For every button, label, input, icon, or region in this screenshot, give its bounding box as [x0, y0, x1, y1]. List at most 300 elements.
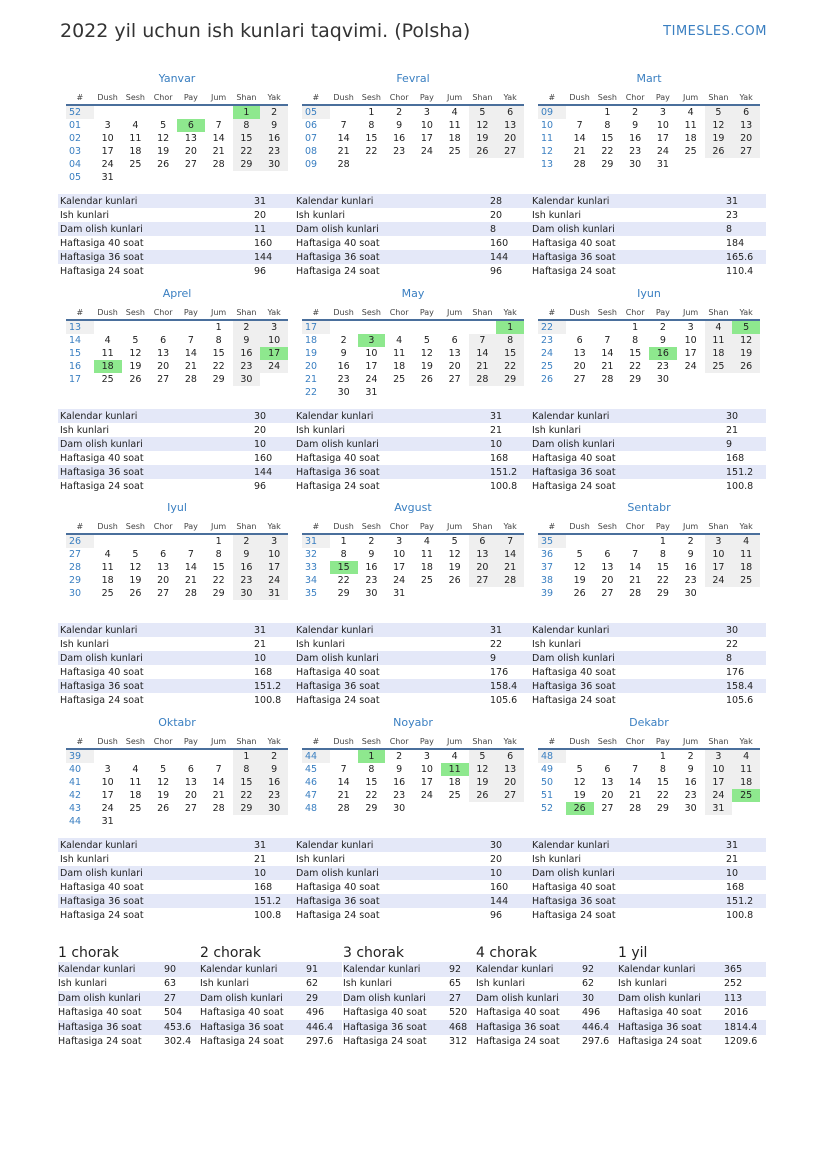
empty-cell	[469, 386, 497, 399]
weekday-header: Sesh	[358, 520, 386, 534]
stat-label: Haftasiga 40 soat	[343, 1007, 427, 1019]
week-row	[538, 360, 760, 373]
stat-label: Dam olish kunlari	[476, 991, 582, 1006]
weekday-header: Chor	[385, 91, 413, 105]
empty-cell	[705, 158, 733, 171]
day-cell: 12	[705, 119, 733, 132]
stat-label: Kalendar kunlari	[58, 838, 252, 852]
stat-label: Haftasiga 40 soat	[60, 452, 144, 464]
day-cell: 23	[260, 789, 288, 802]
stat-value: 113	[724, 991, 766, 1006]
quarter-stats	[58, 962, 200, 1049]
stat-label: Haftasiga 36 soat	[58, 1020, 164, 1035]
day-cell: 21	[573, 146, 586, 157]
day-cell: 23	[233, 574, 261, 587]
day-cell: 18	[101, 575, 114, 586]
day-cell: 21	[212, 146, 225, 157]
week-number: 52	[66, 105, 94, 119]
day-cell: 29	[212, 374, 225, 385]
week-row	[538, 561, 760, 574]
stat-label: Dam olish kunlari	[294, 866, 488, 880]
empty-cell	[260, 171, 288, 184]
stat-value: 168	[254, 881, 273, 893]
week-row	[538, 763, 760, 776]
month-iyun	[538, 287, 760, 386]
day-cell: 2	[260, 749, 288, 763]
day-cell: 8	[215, 335, 222, 346]
day-cell: 24	[365, 374, 378, 385]
week-number: 32	[305, 549, 318, 560]
week-row	[538, 548, 760, 561]
day-cell: 5	[451, 536, 458, 547]
day-cell: 2	[233, 320, 261, 334]
stat-row	[530, 409, 766, 423]
week-row	[66, 132, 288, 145]
day-cell: 12	[129, 562, 142, 573]
empty-cell	[441, 802, 469, 815]
day-cell: 25	[448, 146, 461, 157]
day-cell: 17	[393, 562, 406, 573]
day-cell: 10	[260, 548, 288, 561]
day-cell: 29	[337, 588, 350, 599]
day-cell: 7	[604, 335, 611, 346]
stat-label: Dam olish kunlari	[58, 991, 164, 1006]
stat-label: Haftasiga 24 soat	[476, 1036, 560, 1048]
quarter-title: 3 chorak	[343, 945, 404, 961]
stat-row	[58, 637, 294, 651]
day-cell: 15	[656, 777, 669, 788]
day-cell: 18	[448, 133, 461, 144]
stat-value: 158.4	[488, 679, 530, 693]
week-number: 52	[541, 803, 554, 814]
week-number: 18	[305, 335, 318, 346]
empty-cell	[122, 534, 150, 548]
day-cell: 10	[101, 777, 114, 788]
empty-cell	[122, 815, 150, 828]
quarter-title: 1 yil	[618, 945, 648, 961]
stat-value: 21	[726, 853, 739, 865]
stat-row	[294, 637, 530, 651]
stat-value: 27	[164, 991, 200, 1006]
empty-cell	[441, 320, 469, 334]
stat-value: 96	[490, 909, 503, 921]
stat-label: Haftasiga 24 soat	[343, 1036, 427, 1048]
day-cell: 2	[659, 322, 666, 333]
week-number: 40	[69, 764, 82, 775]
day-cell: 14	[573, 133, 586, 144]
day-cell: 23	[260, 145, 288, 158]
weekday-header: Jum	[205, 735, 233, 749]
stat-row	[294, 264, 530, 278]
empty-cell	[677, 373, 705, 386]
week-row	[66, 320, 288, 334]
week-row	[538, 534, 760, 548]
stat-row	[476, 962, 618, 977]
day-cell: 2	[340, 335, 347, 346]
stat-value: 1209.6	[724, 1036, 758, 1048]
week-row	[538, 145, 760, 158]
day-cell: 27	[184, 803, 197, 814]
day-cell: 24	[705, 574, 733, 587]
empty-cell	[413, 320, 441, 334]
month-name: Mart	[636, 72, 662, 85]
stat-label: Haftasiga 36 soat	[530, 250, 724, 264]
stat-label: Haftasiga 24 soat	[296, 480, 380, 492]
week-number: 45	[305, 764, 318, 775]
quarter-block	[618, 944, 766, 1049]
week-row	[302, 145, 524, 158]
stat-value: 21	[726, 424, 739, 436]
day-cell: 9	[233, 548, 261, 561]
stat-row	[618, 1006, 766, 1021]
weekday-header: Chor	[621, 306, 649, 320]
empty-cell	[205, 815, 233, 828]
site-link[interactable]: TIMESLES.COM	[663, 24, 767, 39]
day-cell: 12	[448, 549, 461, 560]
day-cell: 8	[340, 549, 347, 560]
weekday-header: Pay	[177, 306, 205, 320]
stat-label: Haftasiga 24 soat	[296, 265, 380, 277]
stat-value: 96	[490, 265, 503, 277]
day-cell: 4	[423, 536, 430, 547]
day-cell: 25	[705, 360, 733, 373]
stat-value: 9	[724, 437, 766, 451]
stat-value: 21	[254, 853, 267, 865]
day-cell: 28	[212, 159, 225, 170]
day-cell: 21	[601, 361, 614, 372]
month-sentabr	[538, 501, 760, 600]
stat-label: Haftasiga 36 soat	[58, 250, 252, 264]
stat-value: 168	[726, 881, 745, 893]
day-cell: 6	[604, 764, 611, 775]
month-name: Oktabr	[158, 716, 196, 729]
day-cell: 16	[393, 133, 406, 144]
week-row	[538, 158, 760, 171]
month-stats	[530, 838, 766, 922]
weekday-header: Shan	[469, 91, 497, 105]
stat-value: 31	[724, 838, 766, 852]
stat-row	[58, 264, 294, 278]
day-cell: 22	[212, 361, 225, 372]
day-cell: 26	[566, 802, 594, 815]
day-cell: 27	[732, 145, 760, 158]
stat-label: Ish kunlari	[200, 978, 250, 990]
week-number: 14	[69, 335, 82, 346]
stat-row	[476, 1020, 618, 1035]
weekday-header: Yak	[496, 520, 524, 534]
day-cell: 27	[601, 588, 614, 599]
stat-label: Dam olish kunlari	[530, 866, 724, 880]
day-cell: 5	[132, 335, 139, 346]
weekday-header: Yak	[732, 735, 760, 749]
stat-value: 21	[254, 638, 267, 650]
stat-row	[530, 838, 766, 852]
day-cell: 9	[260, 119, 288, 132]
day-cell: 14	[337, 133, 350, 144]
day-cell: 11	[732, 548, 760, 561]
week-number: 50	[541, 777, 554, 788]
day-cell: 23	[233, 360, 261, 373]
day-cell: 7	[632, 764, 639, 775]
stat-row	[58, 1035, 200, 1050]
week-row	[66, 763, 288, 776]
weekday-header: Pay	[177, 520, 205, 534]
stat-label: Dam olish kunlari	[530, 437, 724, 451]
day-cell: 15	[233, 776, 261, 789]
stat-label: Ish kunlari	[618, 978, 668, 990]
day-cell: 10	[705, 548, 733, 561]
page-title: 2022 yil uchun ish kunlari taqvimi. (Polsha)	[60, 20, 471, 42]
day-cell: 11	[101, 348, 114, 359]
stat-label: Haftasiga 36 soat	[58, 894, 252, 908]
week-row	[302, 334, 524, 347]
day-cell: 22	[656, 575, 669, 586]
day-cell: 27	[496, 145, 524, 158]
empty-cell	[177, 105, 205, 119]
day-cell: 24	[656, 146, 669, 157]
stat-label: Ish kunlari	[343, 978, 393, 990]
day-cell: 11	[705, 334, 733, 347]
day-cell: 9	[396, 120, 403, 131]
stat-row	[343, 991, 485, 1006]
weekday-header: Jum	[441, 520, 469, 534]
week-number-header: #	[538, 735, 566, 749]
stat-value: 8	[488, 222, 530, 236]
day-cell: 17	[101, 790, 114, 801]
day-cell: 5	[732, 320, 760, 334]
day-cell: 12	[732, 334, 760, 347]
weekday-header: Dush	[330, 735, 358, 749]
day-cell: 15	[212, 562, 225, 573]
stat-row	[618, 977, 766, 992]
month-stats	[530, 194, 766, 278]
day-cell: 23	[365, 575, 378, 586]
day-cell: 14	[212, 777, 225, 788]
day-cell: 23	[684, 790, 697, 801]
weekday-header: Yak	[260, 520, 288, 534]
weekday-header: Sesh	[358, 735, 386, 749]
day-cell: 19	[129, 575, 142, 586]
stat-value: 446.4	[582, 1020, 618, 1035]
day-cell: 3	[659, 107, 666, 118]
day-cell: 11	[420, 549, 433, 560]
day-cell: 25	[129, 159, 142, 170]
weekday-header: Dush	[566, 520, 594, 534]
day-cell: 31	[101, 816, 114, 827]
empty-cell	[496, 802, 524, 815]
day-cell: 22	[365, 790, 378, 801]
stat-label: Kalendar kunlari	[58, 623, 252, 637]
day-cell: 23	[656, 361, 669, 372]
empty-cell	[122, 105, 150, 119]
day-cell: 23	[337, 374, 350, 385]
stat-value: 91	[306, 962, 342, 977]
day-cell: 31	[705, 802, 733, 815]
stat-label: Haftasiga 24 soat	[532, 909, 616, 921]
weekday-header: Dush	[566, 735, 594, 749]
stat-row	[530, 451, 766, 465]
stat-value: 96	[254, 480, 267, 492]
day-cell: 3	[104, 764, 111, 775]
weekday-header: Shan	[705, 735, 733, 749]
stat-label: Haftasiga 40 soat	[532, 666, 616, 678]
stat-label: Haftasiga 40 soat	[296, 452, 380, 464]
day-cell: 9	[632, 120, 639, 131]
stat-value: 151.2	[724, 894, 766, 908]
empty-cell	[233, 171, 261, 184]
day-cell: 26	[705, 145, 733, 158]
week-row	[538, 749, 760, 763]
stat-row	[343, 1020, 485, 1035]
empty-cell	[122, 171, 150, 184]
week-row	[302, 347, 524, 360]
weekday-header: Dush	[94, 91, 122, 105]
day-cell: 13	[184, 133, 197, 144]
day-cell: 10	[420, 764, 433, 775]
weekday-header: Sesh	[358, 91, 386, 105]
day-cell: 21	[629, 790, 642, 801]
stat-value: 1814.4	[724, 1020, 766, 1035]
stat-value: 20	[254, 209, 267, 221]
stat-label: Haftasiga 40 soat	[296, 881, 380, 893]
month-oktabr	[66, 716, 288, 828]
weekday-header: Yak	[496, 735, 524, 749]
week-number-header: #	[66, 306, 94, 320]
month-stats	[58, 838, 294, 922]
empty-cell	[441, 587, 469, 600]
stat-row	[294, 623, 530, 637]
empty-cell	[413, 802, 441, 815]
week-number: 07	[305, 133, 318, 144]
week-number: 30	[69, 588, 82, 599]
empty-cell	[94, 749, 122, 763]
week-number-header: #	[302, 306, 330, 320]
month-grid	[538, 306, 760, 386]
day-cell: 4	[104, 335, 111, 346]
stat-row	[530, 852, 766, 866]
day-cell: 26	[129, 374, 142, 385]
week-row	[66, 776, 288, 789]
empty-cell	[122, 320, 150, 334]
empty-cell	[496, 587, 524, 600]
empty-cell	[330, 320, 358, 334]
day-cell: 26	[129, 588, 142, 599]
stat-label: Haftasiga 36 soat	[530, 894, 724, 908]
day-cell: 12	[129, 348, 142, 359]
week-number: 22	[538, 320, 566, 334]
weekday-header: Dush	[94, 520, 122, 534]
day-cell: 31	[260, 587, 288, 600]
stat-label: Ish kunlari	[60, 209, 110, 221]
stat-value: 31	[488, 409, 530, 423]
day-cell: 17	[365, 361, 378, 372]
week-number: 17	[69, 374, 82, 385]
stat-value: 96	[254, 265, 267, 277]
stat-label: Kalendar kunlari	[476, 962, 582, 977]
stat-row	[530, 437, 766, 451]
stat-label: Dam olish kunlari	[200, 991, 306, 1006]
day-cell: 29	[496, 373, 524, 386]
stat-value: 100.8	[726, 909, 754, 921]
day-cell: 10	[365, 348, 378, 359]
weekday-header: Shan	[233, 735, 261, 749]
month-stats	[294, 623, 530, 707]
stat-row	[58, 451, 294, 465]
day-cell: 22	[233, 145, 261, 158]
stat-label: Haftasiga 24 soat	[60, 694, 144, 706]
day-cell: 8	[632, 335, 639, 346]
day-cell: 17	[260, 347, 288, 360]
day-cell: 22	[212, 575, 225, 586]
stat-row	[343, 1035, 485, 1050]
day-cell: 1	[496, 320, 524, 334]
day-cell: 20	[184, 146, 197, 157]
stat-row	[58, 1020, 200, 1035]
month-aprel	[66, 287, 288, 386]
day-cell: 2	[632, 107, 639, 118]
stat-row	[618, 991, 766, 1006]
stat-value: 92	[582, 962, 618, 977]
stat-value: 504	[164, 1007, 183, 1019]
stat-row	[530, 665, 766, 679]
stat-label: Dam olish kunlari	[343, 991, 449, 1006]
weekday-header: Dush	[330, 306, 358, 320]
weekday-header: Chor	[621, 91, 649, 105]
day-cell: 2	[233, 534, 261, 548]
day-cell: 29	[233, 802, 261, 815]
stat-value: 365	[724, 962, 766, 977]
day-cell: 4	[104, 549, 111, 560]
day-cell: 30	[656, 374, 669, 385]
day-cell: 30	[260, 158, 288, 171]
day-cell: 18	[732, 776, 760, 789]
day-cell: 26	[469, 789, 497, 802]
day-cell: 4	[732, 749, 760, 763]
stat-value: 30	[582, 991, 618, 1006]
empty-cell	[177, 815, 205, 828]
stat-row	[200, 1020, 342, 1035]
empty-cell	[413, 386, 441, 399]
day-cell: 20	[496, 776, 524, 789]
week-number-header: #	[66, 735, 94, 749]
week-row	[302, 561, 524, 574]
day-cell: 3	[396, 536, 403, 547]
stat-row	[530, 465, 766, 479]
day-cell: 24	[684, 361, 697, 372]
day-cell: 6	[469, 534, 497, 548]
stat-row	[294, 250, 530, 264]
day-cell: 19	[469, 776, 497, 789]
empty-cell	[705, 373, 733, 386]
day-cell: 2	[368, 536, 375, 547]
month-grid	[538, 520, 760, 600]
day-cell: 11	[101, 562, 114, 573]
stat-label: Haftasiga 40 soat	[532, 881, 616, 893]
empty-cell	[566, 749, 594, 763]
day-cell: 17	[420, 133, 433, 144]
day-cell: 15	[629, 348, 642, 359]
empty-cell	[94, 320, 122, 334]
stat-row	[343, 962, 485, 977]
day-cell: 2	[396, 751, 403, 762]
stat-label: Kalendar kunlari	[530, 838, 724, 852]
week-number: 44	[69, 816, 82, 827]
stat-value: 110.4	[726, 265, 754, 277]
week-number: 48	[538, 749, 566, 763]
weekday-header: Yak	[496, 91, 524, 105]
stat-row	[530, 250, 766, 264]
stat-row	[530, 479, 766, 493]
